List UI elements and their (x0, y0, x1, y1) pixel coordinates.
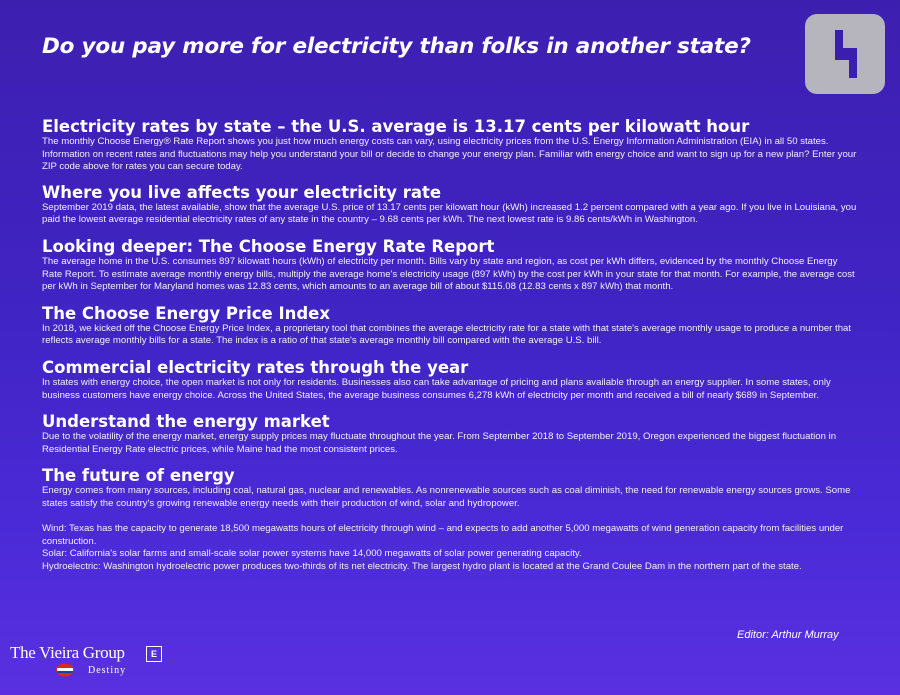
section-where-you-live (42, 183, 860, 227)
section-body: September 2019 data, the latest available, show that the average U.S. price of 13.17 cents per kilowatt hour (kWh) increased 1.2 percent compared with a year ago. If you live in Louisiana, you paid the lowest average residential electricity rates of any state in the country – 9.68 cents per kWh. The next lowest rate is 9.86 cents/kWh in Washington. (42, 201, 857, 226)
hydro-detail: Hydroelectric: Washington hydroelectric power produces two-thirds of its net electricity. The largest hydro plant is located at the Grand Coulee Dam in the northern part of the state. (42, 560, 802, 572)
section-body: The monthly Choose Energy® Rate Report shows you just how much energy costs can vary, using electricity prices from the U.S. Energy Information Administration (EIA) in all 50 states. Information on recent rates and fluctuations may help you understand your bill or decide to change your energy plan. Familiar with energy choice and want to sign up for a new plan? Enter your ZIP code above for rates you can secure today. (42, 136, 857, 173)
article-content (42, 117, 860, 573)
section-heading: Understand the energy market (42, 412, 330, 432)
section-heading: The future of energy (42, 466, 235, 486)
section-heading: The Choose Energy Price Index (42, 303, 331, 323)
section-body: In 2018, we kicked off the Choose Energy Price Index, a proprietary tool that combines the average electricity rate for a state with that state's average monthly usage to produce a number that reflects average monthly bills for a state. The index is a ratio of that state's average monthly bill compared with the average U.S. bill. (42, 322, 852, 347)
section-body: The average home in the U.S. consumes 897 kilowatt hours (kWh) of electricity per month. Bills vary by state and region, as cost per kWh differs, evidenced by the monthly Choose Energy Rate Report. To estimate average monthly energy bills, multiply the average home's electricity usage (897 kWh) by the cost per kWh in your state for that month. For example, the average cost per kWh in September for Maryland homes was 12.83 cents, which amounts to an average bill of about $115.08 (12.83 cents x 897 kWh) that month. (42, 255, 855, 293)
section-body: In states with energy choice, the open market is not only for residents. Businesses also can take advantage of pricing and plans available through an energy supplier. In some states, only business customers have energy choice. Across the United States, the average business consumes 6,278 kWh of electricity per month and received a bill of nearly $689 in September. (42, 376, 831, 401)
section-future-of-energy (42, 466, 860, 573)
company-logo (10, 643, 170, 688)
section-looking-deeper (42, 237, 860, 294)
section-commercial-rates (42, 358, 860, 402)
section-heading: Commercial electricity rates through the year (42, 357, 469, 377)
section-heading: Electricity rates by state – the U.S. average is 13.17 cents per kilowatt hour (42, 117, 750, 136)
section-rates-by-state (42, 117, 860, 174)
solar-detail: Solar: California's solar farms and small-scale solar power systems have 14,000 megawatts of solar power generating capacity. (42, 548, 582, 560)
section-price-index (42, 304, 860, 348)
balloon-icon (55, 663, 75, 679)
logo-subtitle: Destiny (88, 665, 127, 676)
lightning-bolt-icon (805, 14, 885, 94)
page-title: Do you pay more for electricity than folks in another state? (42, 34, 751, 59)
section-heading: Where you live affects your electricity rate (42, 182, 442, 202)
wind-detail: Wind: Texas has the capacity to generate 18,500 megawatts hours of electricity through wind – and expects to add another 5,000 megawatts of wind generation capacity from facilities under construction. (42, 523, 844, 547)
section-heading: Looking deeper: The Choose Energy Rate Report (42, 236, 495, 256)
logo-text: The Vieira Group (10, 643, 125, 662)
section-energy-market (42, 412, 860, 456)
section-body: Due to the volatility of the energy market, energy supply prices may fluctuate throughout the year. From September 2018 to September 2019, Oregon experienced the biggest fluctuation in Residential Energy Rate electric prices, while Maine had the most consistent prices. (42, 431, 837, 455)
editor-credit: Editor: Arthur Murray (737, 629, 839, 641)
brand-badge (805, 14, 885, 94)
section-body: Energy comes from many sources, including coal, natural gas, nuclear and renewables. As nonrenewable sources such as coal diminish, the need for renewable energy sources grows. Some states satisfy the country's growing renewable energy needs with their production of wind, solar and hydropower. (42, 485, 851, 509)
logo-mark: E (146, 646, 162, 662)
